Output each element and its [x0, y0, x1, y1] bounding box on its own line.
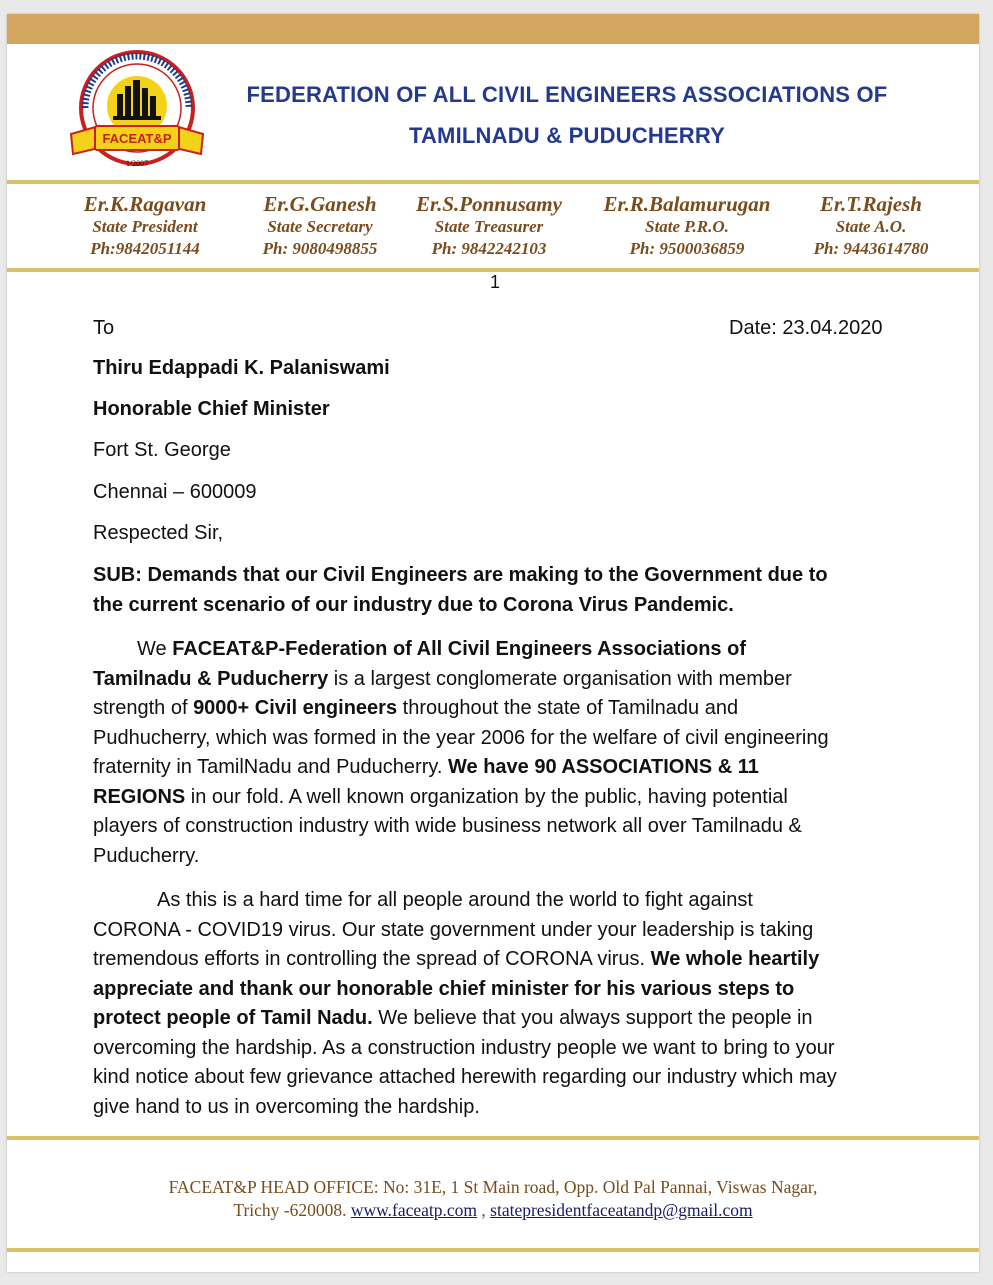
- text-run: throughout the state of Tamilnadu and: [397, 697, 739, 719]
- text-line: As this is a hard time for all people around the world to fight against: [157, 889, 753, 911]
- text-run: in our fold. A well known organization by the public, having potential: [185, 785, 788, 808]
- text-run-bold: REGIONS: [93, 785, 186, 808]
- org-title-line2: TAMILNADU & PUDUCHERRY: [408, 123, 726, 148]
- officer-secretary: [245, 192, 395, 260]
- officer-name: Er.G.Ganesh: [263, 192, 377, 216]
- footer-city: Trichy -620008.: [233, 1200, 351, 1220]
- officer-phone: Ph: 9500036859: [629, 239, 745, 258]
- officer-name: Er.K.Ragavan: [83, 192, 207, 216]
- subject: [93, 561, 933, 620]
- recipient-title: Honorable Chief Minister: [93, 398, 330, 420]
- faceatp-logo: [61, 46, 213, 186]
- text-line: give hand to us in overcoming the hardship.: [93, 1095, 480, 1118]
- text-line: players of construction industry with wide business network all over Tamilnadu &: [93, 815, 802, 837]
- footer-divider: [7, 1136, 979, 1140]
- paragraph-covid: [93, 886, 933, 1122]
- header-divider: [7, 180, 979, 184]
- officer-ao: [797, 192, 945, 260]
- text-run-bold: We whole heartily: [650, 948, 820, 970]
- org-title-line1: FEDERATION OF ALL CIVIL ENGINEERS ASSOCIATIONS OF: [246, 82, 888, 107]
- officer-phone: Ph: 9842242103: [431, 239, 547, 258]
- address-line: Fort St. George: [93, 439, 231, 461]
- text-run-bold: 9000+ Civil engineers: [193, 697, 398, 719]
- officer-role: State P.R.O.: [645, 217, 729, 236]
- subject-line: SUB: Demands that our Civil Engineers are making to the Government due to: [93, 564, 828, 586]
- text-run: tremendous efforts in controlling the spread of CORONA virus.: [93, 948, 651, 970]
- header-band: [7, 14, 979, 44]
- text-line: appreciate and thank our honorable chief minister for his various steps to: [93, 977, 795, 1000]
- text-run-bold: protect people of Tamil Nadu.: [93, 1007, 373, 1029]
- bottom-divider: [7, 1248, 979, 1252]
- email-link[interactable]: statepresidentfaceatandp@gmail.com: [490, 1200, 753, 1220]
- subject-line: the current scenario of our industry due to Corona Virus Pandemic.: [93, 593, 734, 616]
- text-line: kind notice about few grievance attached herewith regarding our industry which may: [93, 1066, 837, 1088]
- address-line: Chennai – 600009: [93, 481, 257, 503]
- text-run-bold: FACEAT&P-Federation of All Civil Engineers Associations of: [172, 638, 746, 660]
- text-run: strength of: [93, 697, 194, 719]
- officer-name: Er.R.Balamurugan: [603, 192, 771, 216]
- letter-page: [7, 14, 979, 1272]
- page-number: 1: [490, 272, 501, 292]
- officer-phone: Ph: 9443614780: [813, 239, 929, 258]
- text-line: Puducherry.: [93, 844, 200, 867]
- text-run: We believe that you always support the people in: [372, 1007, 813, 1029]
- officer-name: Er.S.Ponnusamy: [416, 192, 562, 216]
- text-run-bold: Tamilnadu & Puducherry: [93, 667, 329, 690]
- officer-pro: [592, 192, 782, 260]
- officer-name: Er.T.Rajesh: [820, 192, 922, 216]
- officer-phone: Ph: 9080498855: [262, 239, 378, 258]
- footer-line: FACEAT&P HEAD OFFICE: No: 31E, 1 St Main road, Opp. Old Pal Pannai, Viswas Nagar,: [168, 1177, 818, 1197]
- officer-president: [71, 192, 219, 260]
- website-link[interactable]: www.faceatp.com: [350, 1200, 478, 1220]
- officer-treasurer: [407, 192, 571, 260]
- footer-address: [7, 1176, 979, 1222]
- officer-role: State President: [92, 217, 198, 236]
- salutation: Respected Sir,: [93, 522, 224, 544]
- text-line: CORONA - COVID19 virus. Our state government under your leadership is taking: [93, 918, 814, 941]
- officer-role: State A.O.: [835, 217, 907, 236]
- text-run: We: [137, 638, 173, 660]
- officer-role: State Treasurer: [434, 217, 544, 236]
- logo-text: FACEAT&P: [102, 131, 172, 146]
- recipient-name: Thiru Edappadi K. Palaniswami: [93, 357, 390, 379]
- logo-reg-number: 1/2007: [125, 159, 149, 168]
- letter-date: Date: 23.04.2020: [729, 317, 883, 339]
- to-label: To: [93, 317, 115, 339]
- text-line: Pudhucherry, which was formed in the year 2006 for the welfare of civil engineering: [93, 726, 829, 749]
- footer-separator: ,: [477, 1200, 491, 1220]
- text-line: overcoming the hardship. As a construction industry people we want to bring to your: [93, 1036, 835, 1059]
- officer-phone: Ph:9842051144: [90, 239, 200, 258]
- officer-role: State Secretary: [267, 217, 373, 236]
- text-run: fraternity in TamilNadu and Puducherry.: [93, 756, 448, 778]
- paragraph-intro: [93, 635, 933, 871]
- text-run-bold: We have 90 ASSOCIATIONS & 11: [448, 756, 759, 778]
- text-run: is a largest conglomerate organisation with member: [328, 667, 792, 690]
